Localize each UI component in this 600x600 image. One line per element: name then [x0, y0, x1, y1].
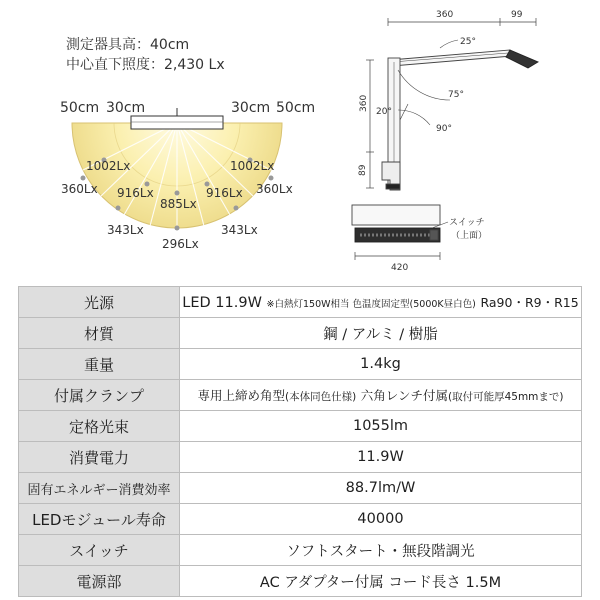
dim-angle-90: 90°	[436, 124, 452, 134]
diagram-area	[0, 0, 600, 280]
dist-right-outer: 50cm	[276, 100, 316, 116]
spec-key: 固有エネルギー消費効率	[19, 473, 180, 504]
lux-left-1002: 1002Lx	[86, 159, 131, 173]
dim-side-89: 89	[358, 164, 368, 176]
spec-key: 光源	[19, 287, 180, 318]
spec-value: 鋼 / アルミ / 樹脂	[180, 318, 582, 349]
lux-left-360: 360Lx	[61, 182, 98, 196]
spec-value	[180, 380, 582, 411]
table-row	[19, 504, 582, 535]
spec-key: 付属クランプ	[19, 380, 180, 411]
table-row	[19, 535, 582, 566]
dist-left-outer: 50cm	[60, 100, 100, 116]
table-row	[19, 318, 582, 349]
spec-value: 88.7lm/W	[180, 473, 582, 504]
spec-value: 1055lm	[180, 411, 582, 442]
clamp-extra: 六角レンチ付属	[360, 388, 448, 403]
clamp-note: (本体同色仕様)	[284, 391, 357, 403]
lux-center-885: 885Lx	[160, 197, 197, 211]
table-row	[19, 411, 582, 442]
lamp-dimension-drawing	[352, 18, 538, 260]
lux-right-916: 916Lx	[206, 186, 243, 200]
switch-label: スイッチ	[449, 218, 485, 228]
lux-left-916: 916Lx	[117, 186, 154, 200]
spec-key: 重量	[19, 349, 180, 380]
switch-sub-label: （上面）	[451, 231, 488, 241]
table-row	[19, 287, 582, 318]
dim-angle-25: 25°	[460, 37, 476, 47]
lamp-head	[131, 116, 223, 129]
spec-key: 定格光束	[19, 411, 180, 442]
spec-key: 材質	[19, 318, 180, 349]
spec-value: ソフトスタート・無段階調光	[180, 535, 582, 566]
clamp-note2: (取付可能厚45mmまで)	[448, 391, 564, 403]
measurement-illuminance: 中心直下照度：2,430 Lx	[66, 57, 225, 73]
spec-key: 消費電力	[19, 442, 180, 473]
clamp-value: 専用上締め角型	[197, 388, 285, 403]
lux-right-360: 360Lx	[256, 182, 293, 196]
specs-table	[18, 286, 582, 597]
light-source-extra: Ra90・R9・R15	[480, 295, 579, 310]
dim-side-360: 360	[359, 94, 369, 112]
spec-key: スイッチ	[19, 535, 180, 566]
spec-key: LEDモジュール寿命	[19, 504, 180, 535]
lux-right-343: 343Lx	[221, 223, 258, 237]
lux-right-1002: 1002Lx	[230, 159, 275, 173]
table-row	[19, 566, 582, 597]
spec-key: 電源部	[19, 566, 180, 597]
lux-left-343: 343Lx	[107, 223, 144, 237]
light-source-note: ※白熱灯150W相当 色温度固定型(5000K昼白色)	[266, 299, 476, 310]
dim-bottom-420: 420	[391, 263, 409, 273]
table-row	[19, 349, 582, 380]
dim-top-99: 99	[511, 10, 523, 20]
table-row	[19, 380, 582, 411]
dim-angle-20: 20°	[376, 107, 392, 117]
dim-angle-75: 75°	[448, 90, 464, 100]
spec-value: AC アダプター付属 コード長さ 1.5M	[180, 566, 582, 597]
light-source-value: LED 11.9W	[182, 295, 262, 311]
spec-value: 11.9W	[180, 442, 582, 473]
lux-center-296: 296Lx	[162, 237, 199, 251]
dim-top-360: 360	[436, 10, 454, 20]
table-row	[19, 473, 582, 504]
dist-right-inner: 30cm	[231, 100, 271, 116]
measurement-height: 測定器具高：40cm	[66, 37, 190, 53]
dist-left-inner: 30cm	[106, 100, 146, 116]
table-row	[19, 442, 582, 473]
spec-value: 1.4kg	[180, 349, 582, 380]
spec-value	[180, 287, 582, 318]
spec-value: 40000	[180, 504, 582, 535]
